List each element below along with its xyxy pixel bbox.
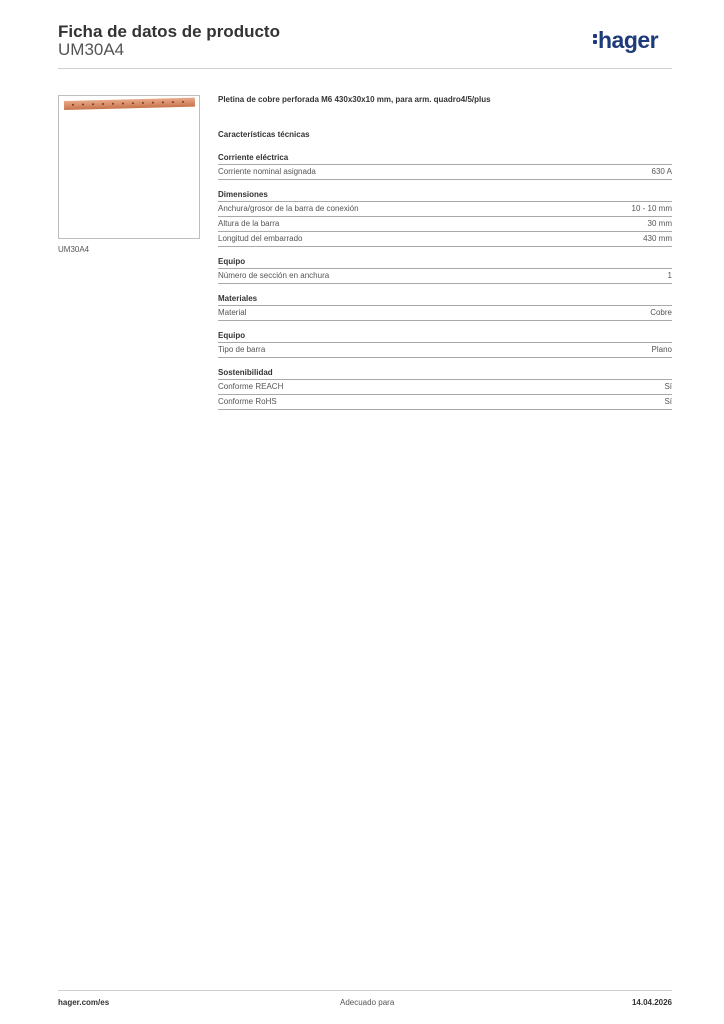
spec-row xyxy=(218,269,672,284)
spec-label: Conforme REACH xyxy=(218,382,284,391)
footer-note: Adecuado para xyxy=(340,998,395,1007)
spec-label: Material xyxy=(218,308,247,317)
spec-row xyxy=(218,202,672,217)
section-dimensions xyxy=(218,190,672,247)
spec-value: Sí xyxy=(664,382,672,391)
image-caption: UM30A4 xyxy=(58,245,90,254)
spec-label: Número de sección en anchura xyxy=(218,271,330,280)
section-sustainability xyxy=(218,368,672,410)
section-equipment xyxy=(218,257,672,284)
section-title: Dimensiones xyxy=(218,190,672,202)
tech-characteristics-title: Características técnicas xyxy=(218,130,310,139)
product-description: Pletina de cobre perforada M6 430x30x10 mm, para arm. quadro4/5/plus xyxy=(218,95,491,104)
spec-row xyxy=(218,343,672,358)
spec-row xyxy=(218,217,672,232)
spec-label: Longitud del embarrado xyxy=(218,234,303,243)
spec-label: Corriente nominal asignada xyxy=(218,167,316,176)
spec-row xyxy=(218,232,672,247)
spec-label: Conforme RoHS xyxy=(218,397,277,406)
section-materials xyxy=(218,294,672,321)
section-title: Equipo xyxy=(218,331,672,343)
copper-busbar-image xyxy=(64,98,195,110)
spec-row xyxy=(218,165,672,180)
section-title: Sostenibilidad xyxy=(218,368,672,380)
spec-value: Cobre xyxy=(650,308,672,317)
page-title: Ficha de datos de producto xyxy=(58,22,280,41)
logo-text: hager xyxy=(598,27,659,53)
section-title: Corriente eléctrica xyxy=(218,153,672,165)
spec-value: 430 mm xyxy=(643,234,672,243)
spec-value: 30 mm xyxy=(647,219,672,228)
section-equipment-2 xyxy=(218,331,672,358)
footer-date: 14.04.2026 xyxy=(631,998,672,1007)
spec-value: Plano xyxy=(651,345,672,354)
spec-value: Sí xyxy=(664,397,672,406)
product-image-frame xyxy=(58,95,200,239)
spec-value: 1 xyxy=(667,271,672,280)
section-electrical xyxy=(218,153,672,180)
section-title: Equipo xyxy=(218,257,672,269)
spec-label: Altura de la barra xyxy=(218,219,280,228)
spec-label: Tipo de barra xyxy=(218,345,266,354)
footer-website-link[interactable]: hager.com/es xyxy=(58,998,110,1007)
hager-logo xyxy=(593,27,658,54)
product-code: UM30A4 xyxy=(58,40,125,59)
logo-dots-icon xyxy=(593,32,597,46)
header-divider xyxy=(58,68,672,69)
spec-row xyxy=(218,395,672,410)
section-title: Materiales xyxy=(218,294,672,306)
spec-value: 10 - 10 mm xyxy=(631,204,672,213)
spec-value: 630 A xyxy=(651,167,672,176)
spec-row xyxy=(218,306,672,321)
spec-row xyxy=(218,380,672,395)
footer-divider xyxy=(58,990,672,991)
product-details xyxy=(218,95,672,420)
spec-label: Anchura/grosor de la barra de conexión xyxy=(218,204,359,213)
